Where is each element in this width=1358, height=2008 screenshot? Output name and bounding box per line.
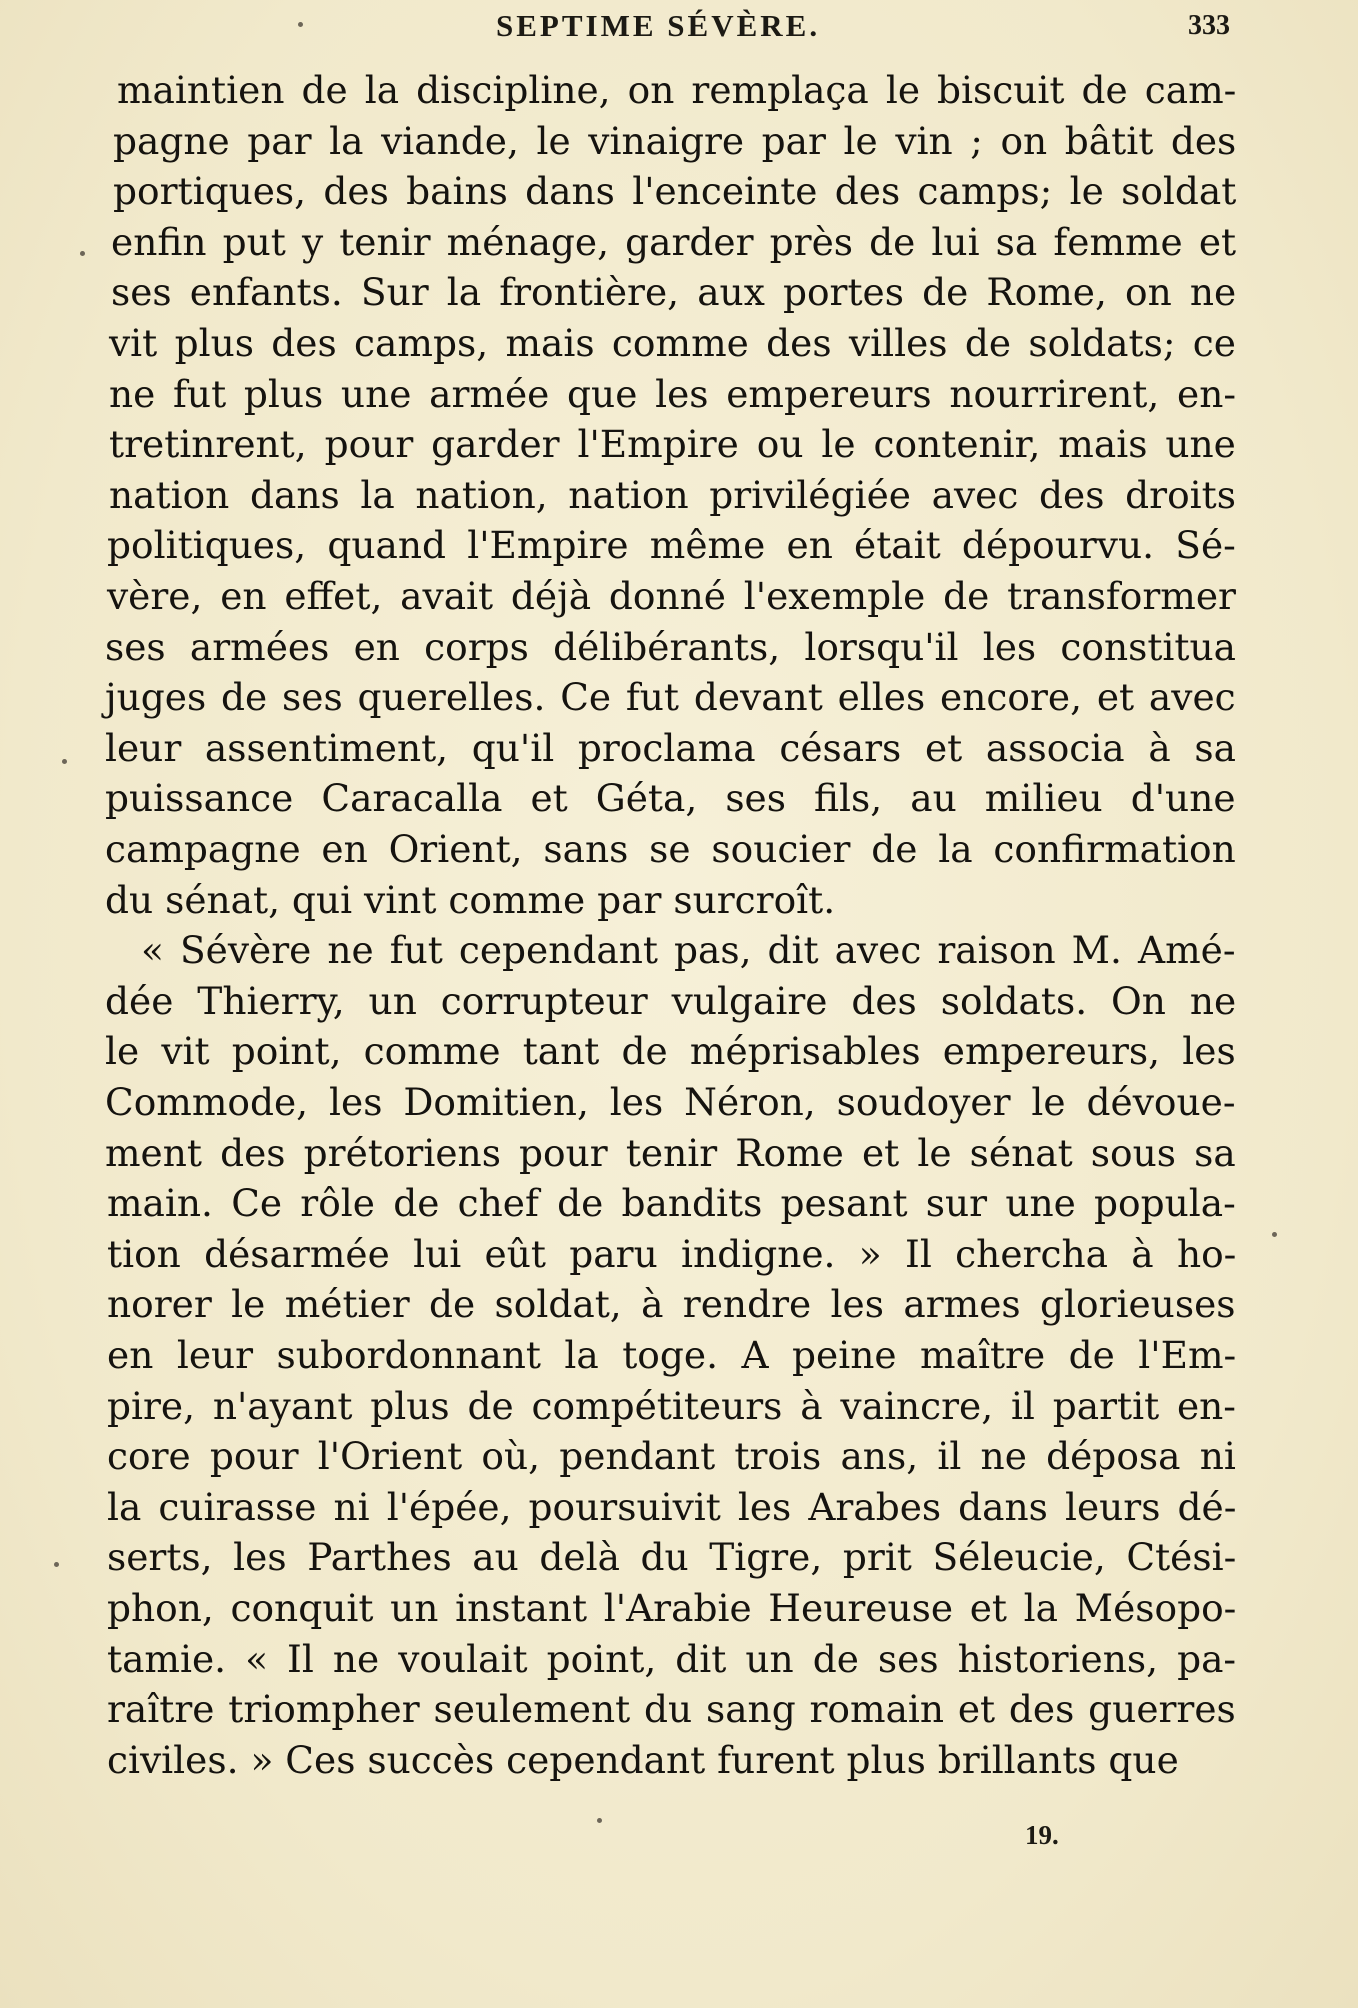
dust-speck bbox=[62, 759, 67, 764]
text-line: enfin put y tenir ménage, garder près de lui sa femme et bbox=[111, 220, 1237, 264]
text-line: tion désarmée lui eût paru indigne. » Il chercha à ho- bbox=[107, 1232, 1237, 1276]
text-line: leur assentiment, qu'il proclama césars et associa à sa bbox=[105, 726, 1236, 770]
text-line: pire, n'ayant plus de compétiteurs à vaincre, il partit en- bbox=[107, 1384, 1236, 1428]
text-line: raître triompher seulement du sang romain et des guerres bbox=[107, 1687, 1236, 1731]
dust-speck bbox=[298, 22, 303, 27]
dust-speck bbox=[597, 1818, 602, 1823]
text-line: ses enfants. Sur la frontière, aux portes de Rome, on ne bbox=[111, 270, 1237, 314]
text-line: pagne par la viande, le vinaigre par le vin ; on bâtit des bbox=[113, 119, 1237, 163]
text-line: la cuirasse ni l'épée, poursuivit les Arabes dans leurs dé- bbox=[107, 1485, 1237, 1529]
text-line: puissance Caracalla et Géta, ses fils, au milieu d'une bbox=[105, 776, 1236, 820]
dust-speck bbox=[1272, 1232, 1277, 1237]
text-line: campagne en Orient, sans se soucier de la confirmation bbox=[105, 827, 1236, 871]
signature-mark: 19. bbox=[1025, 1820, 1059, 1850]
dust-speck bbox=[80, 251, 85, 256]
text-line: core pour l'Orient où, pendant trois ans, il ne déposa ni bbox=[107, 1434, 1236, 1478]
text-line: portiques, des bains dans l'enceinte des camps; le soldat bbox=[113, 169, 1237, 213]
text-line: serts, les Parthes au delà du Tigre, prit Séleucie, Ctési- bbox=[107, 1535, 1237, 1579]
text-line: dée Thierry, un corrupteur vulgaire des soldats. On ne bbox=[105, 979, 1237, 1023]
text-line: civiles. » Ces succès cependant furent plus brillants que bbox=[107, 1738, 1179, 1782]
text-line: tretinrent, pour garder l'Empire ou le contenir, mais une bbox=[109, 422, 1236, 466]
text-line: vère, en effet, avait déjà donné l'exemple de transformer bbox=[107, 574, 1236, 618]
page-number: 333 bbox=[1188, 10, 1230, 41]
text-line: phon, conquit un instant l'Arabie Heureuse et la Mésopo- bbox=[107, 1586, 1237, 1630]
text-line: politiques, quand l'Empire même en était dépourvu. Sé- bbox=[107, 523, 1236, 567]
text-line: « Sévère ne fut cependant pas, dit avec raison M. Amé- bbox=[141, 928, 1236, 972]
running-head bbox=[0, 8, 1358, 48]
text-line: maintien de la discipline, on remplaça le biscuit de cam- bbox=[117, 68, 1237, 112]
running-title: SEPTIME SÉVÈRE. bbox=[496, 8, 821, 43]
text-line: en leur subordonnant la toge. A peine maître de l'Em- bbox=[107, 1333, 1237, 1377]
text-line: norer le métier de soldat, à rendre les armes glorieuses bbox=[107, 1282, 1236, 1326]
text-line: juges de ses querelles. Ce fut devant elles encore, et avec bbox=[105, 675, 1236, 719]
text-line: tamie. « Il ne voulait point, dit un de ses historiens, pa- bbox=[107, 1637, 1237, 1681]
text-line: du sénat, qui vint comme par surcroît. bbox=[105, 878, 836, 922]
text-line: le vit point, comme tant de méprisables empereurs, les bbox=[105, 1029, 1236, 1073]
text-line: nation dans la nation, nation privilégiée avec des droits bbox=[109, 473, 1236, 517]
dust-speck bbox=[54, 1562, 59, 1567]
text-line: main. Ce rôle de chef de bandits pesant sur une popula- bbox=[107, 1181, 1236, 1225]
text-line: ne fut plus une armée que les empereurs nourrirent, en- bbox=[109, 372, 1237, 416]
text-line: ses armées en corps délibérants, lorsqu'il les constitua bbox=[105, 625, 1236, 669]
text-line: Commode, les Domitien, les Néron, soudoyer le dévoue- bbox=[105, 1080, 1236, 1124]
text-line: vit plus des camps, mais comme des villes de soldats; ce bbox=[109, 321, 1236, 365]
text-line: ment des prétoriens pour tenir Rome et le sénat sous sa bbox=[105, 1131, 1236, 1175]
